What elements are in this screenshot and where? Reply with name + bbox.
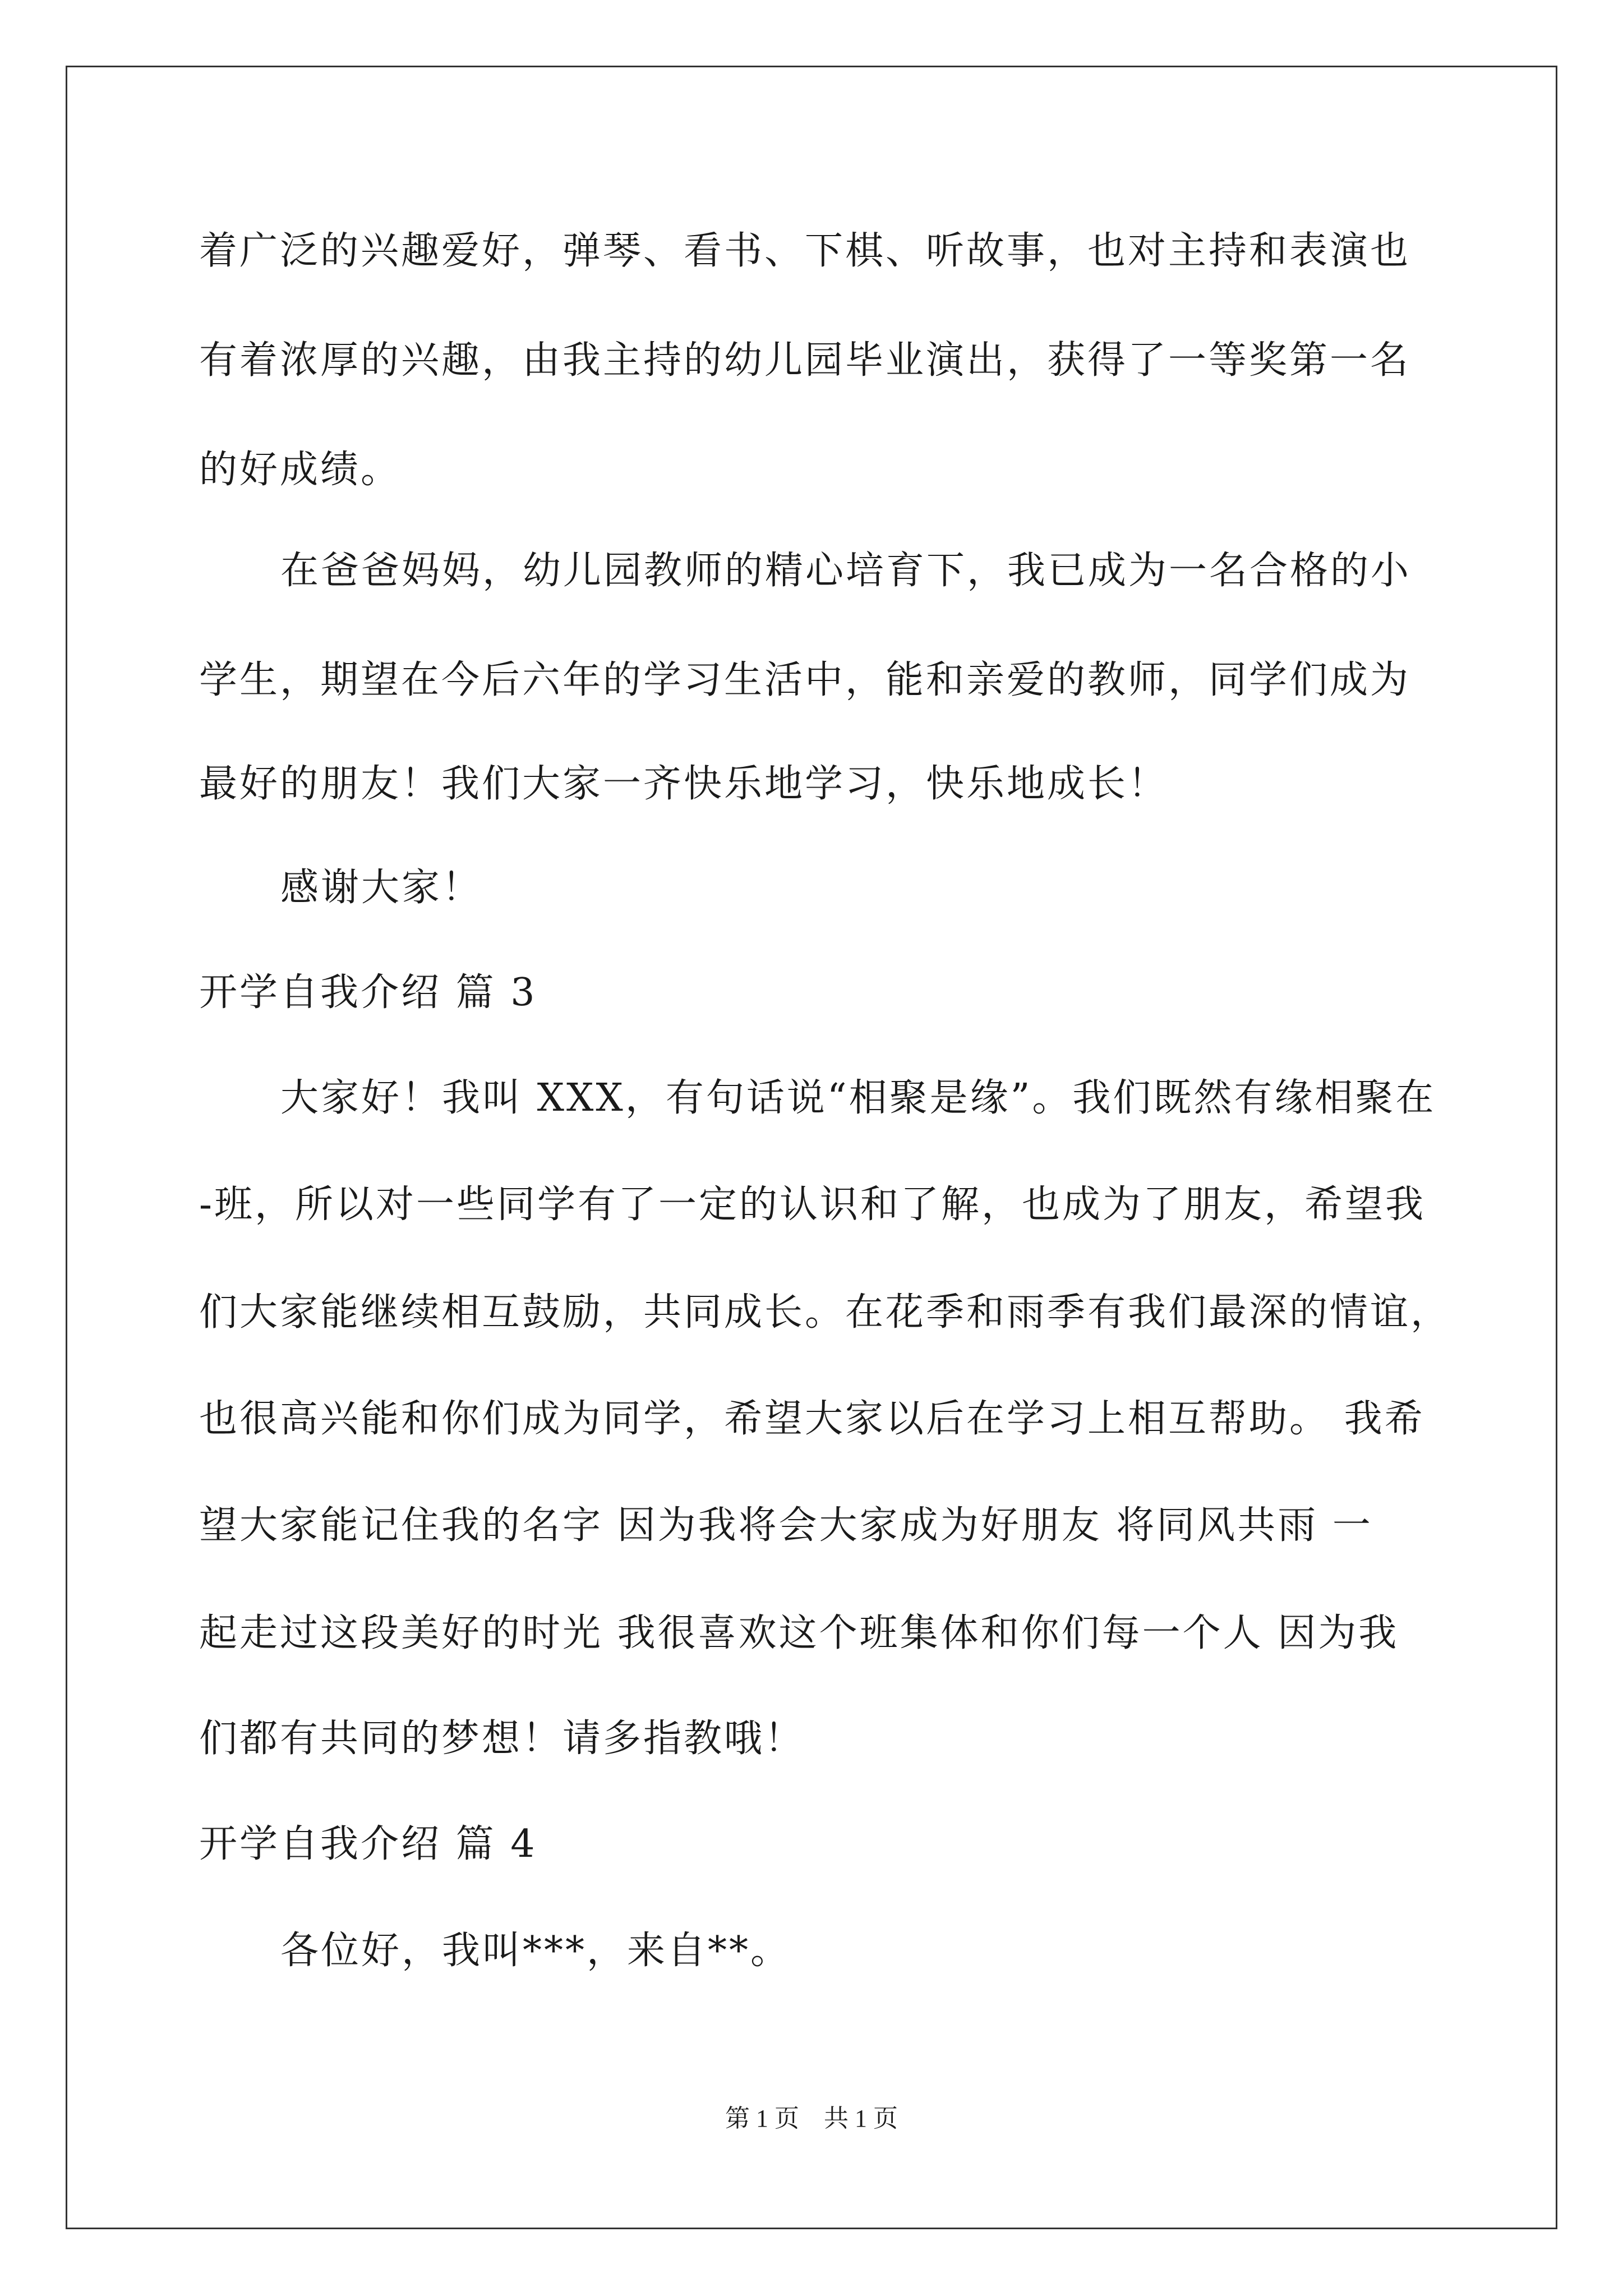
section-heading: 开学自我介绍 篇 4	[199, 1822, 537, 1866]
paragraph-line: 望大家能记住我的名字 因为我将会大家成为好朋友 将同风共雨 一	[199, 1503, 1373, 1548]
paragraph-line: 的好成绩。	[199, 448, 402, 492]
paragraph-line: 着广泛的兴趣爱好，弹琴、看书、下棋、听故事，也对主持和表演也	[199, 229, 1411, 273]
paragraph-line: 学生，期望在今后六年的学习生活中，能和亲爱的教师，同学们成为	[199, 658, 1411, 702]
paragraph-line: 有着浓厚的兴趣，由我主持的幼儿园毕业演出，获得了一等奖第一名	[199, 338, 1411, 383]
paragraph-line: 大家好！我叫 XXX，有句话说“相聚是缘”。我们既然有缘相聚在	[280, 1076, 1436, 1120]
paragraph-line: 起走过这段美好的时光 我很喜欢这个班集体和你们每一个人 因为我	[199, 1611, 1399, 1655]
paragraph-line: 各位好，我叫***，来自**。	[280, 1929, 791, 1973]
paragraph-line: 最好的朋友！我们大家一齐快乐地学习，快乐地成长！	[199, 762, 1169, 806]
paragraph-line: 们都有共同的梦想！请多指教哦！	[199, 1717, 805, 1761]
paragraph-line: -班，所以对一些同学有了一定的认识和了解，也成为了朋友，希望我	[199, 1182, 1426, 1227]
paragraph-line: 感谢大家！	[280, 866, 483, 910]
page-footer: 第 1 页 共 1 页	[725, 2105, 898, 2132]
paragraph-line: 在爸爸妈妈，幼儿园教师的精心培育下，我已成为一名合格的小	[280, 549, 1412, 593]
paragraph-line: 们大家能继续相互鼓励，共同成长。在花季和雨季有我们最深的情谊，	[199, 1290, 1451, 1335]
page-border	[66, 66, 1557, 2229]
section-heading: 开学自我介绍 篇 3	[199, 970, 537, 1015]
paragraph-line: 也很高兴能和你们成为同学，希望大家以后在学习上相互帮助。 我希	[199, 1397, 1425, 1441]
